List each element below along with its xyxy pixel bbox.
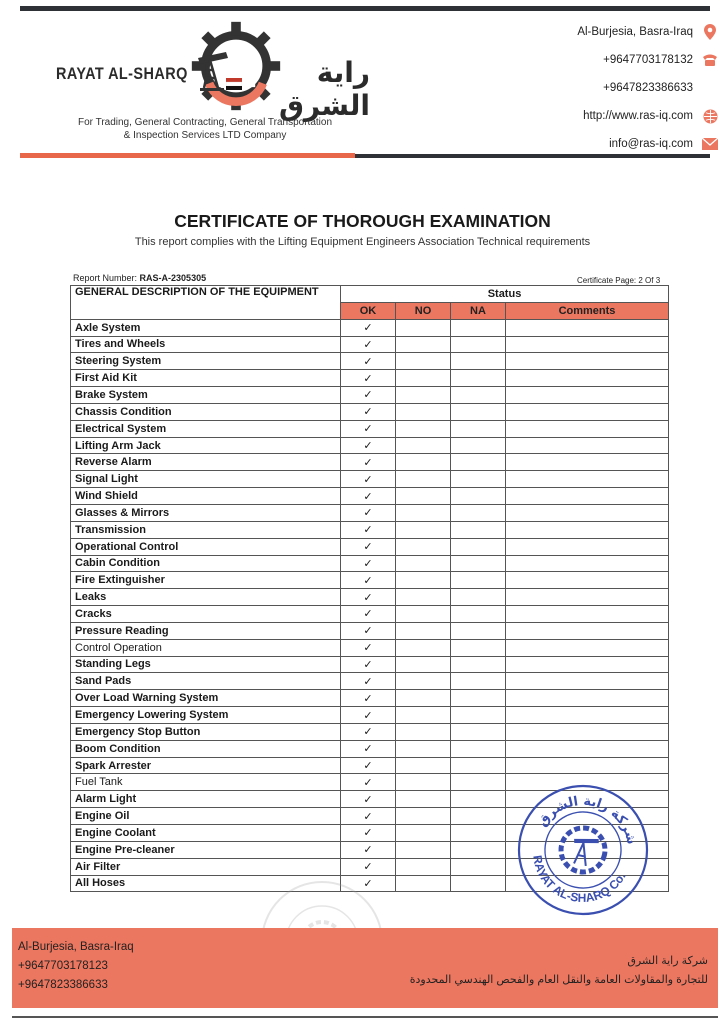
no-cell xyxy=(396,757,451,774)
comments-cell xyxy=(506,740,669,757)
footer-contact xyxy=(18,938,134,995)
comments-cell xyxy=(506,336,669,353)
subtitle-line: For Trading, General Contracting, General Transportation xyxy=(77,117,333,128)
phone-icon xyxy=(701,51,719,69)
ok-check-cell: ✓ xyxy=(341,622,396,639)
equipment-item: Pressure Reading xyxy=(71,622,341,639)
brand-name-en: RAYAT AL-SHARQ xyxy=(56,64,188,83)
contact-phone-2: +9647823386633 xyxy=(603,82,693,94)
comments-cell xyxy=(506,504,669,521)
equipment-item: Alarm Light xyxy=(71,791,341,808)
ok-check-cell: ✓ xyxy=(341,757,396,774)
comments-cell xyxy=(506,757,669,774)
table-row xyxy=(71,521,669,538)
na-cell xyxy=(451,656,506,673)
table-row xyxy=(71,622,669,639)
ok-check-cell: ✓ xyxy=(341,841,396,858)
equipment-item: Chassis Condition xyxy=(71,403,341,420)
equipment-item: Tires and Wheels xyxy=(71,336,341,353)
comments-cell xyxy=(506,538,669,555)
report-number-value: RAS-A-2305305 xyxy=(139,273,207,283)
no-cell xyxy=(396,437,451,454)
equipment-item: Signal Light xyxy=(71,471,341,488)
comments-cell xyxy=(506,387,669,404)
status-header: Status xyxy=(341,286,669,303)
na-cell xyxy=(451,370,506,387)
report-number-label: Report Number: xyxy=(73,273,138,283)
ok-check-cell: ✓ xyxy=(341,875,396,892)
equipment-item: Sand Pads xyxy=(71,673,341,690)
no-cell xyxy=(396,403,451,420)
header-divider-dark xyxy=(355,154,710,158)
no-cell xyxy=(396,808,451,825)
ok-check-cell: ✓ xyxy=(341,353,396,370)
no-cell xyxy=(396,740,451,757)
na-cell xyxy=(451,454,506,471)
ok-check-cell: ✓ xyxy=(341,639,396,656)
no-cell xyxy=(396,589,451,606)
svg-text:شركة راية الشرق: شركة راية الشرق xyxy=(535,793,639,846)
report-number xyxy=(73,273,206,283)
equipment-item: Electrical System xyxy=(71,420,341,437)
comments-cell xyxy=(506,622,669,639)
table-row xyxy=(71,403,669,420)
contact-address: Al-Burjesia, Basra-Iraq xyxy=(577,18,719,46)
comments-cell xyxy=(506,555,669,572)
ok-check-cell: ✓ xyxy=(341,504,396,521)
table-row xyxy=(71,437,669,454)
ok-check-cell: ✓ xyxy=(341,606,396,623)
compliance-statement: This report complies with the Lifting Equipment Engineers Association Technical requirements xyxy=(134,236,591,248)
ok-check-cell: ✓ xyxy=(341,387,396,404)
na-cell xyxy=(451,622,506,639)
table-row xyxy=(71,690,669,707)
ok-check-cell: ✓ xyxy=(341,707,396,724)
globe-icon xyxy=(701,107,719,125)
no-cell xyxy=(396,420,451,437)
no-cell xyxy=(396,521,451,538)
no-cell xyxy=(396,858,451,875)
comments-cell xyxy=(506,437,669,454)
ok-check-cell: ✓ xyxy=(341,740,396,757)
table-row xyxy=(71,488,669,505)
ok-check-cell: ✓ xyxy=(341,420,396,437)
table-row xyxy=(71,471,669,488)
table-row xyxy=(71,504,669,521)
table-row xyxy=(71,740,669,757)
no-cell xyxy=(396,841,451,858)
ok-check-cell: ✓ xyxy=(341,521,396,538)
na-cell xyxy=(451,791,506,808)
mail-icon xyxy=(701,135,719,153)
na-cell xyxy=(451,825,506,842)
ok-check-cell: ✓ xyxy=(341,808,396,825)
table-row xyxy=(71,370,669,387)
na-cell xyxy=(451,808,506,825)
no-cell xyxy=(396,774,451,791)
equipment-item: Standing Legs xyxy=(71,656,341,673)
no-cell xyxy=(396,488,451,505)
equipment-item: Operational Control xyxy=(71,538,341,555)
ok-check-cell: ✓ xyxy=(341,538,396,555)
footer-address: Al-Burjesia, Basra-Iraq xyxy=(18,941,134,953)
equipment-item: All Hoses xyxy=(71,875,341,892)
table-row xyxy=(71,538,669,555)
equipment-item: Engine Pre-cleaner xyxy=(71,841,341,858)
comments-cell xyxy=(506,606,669,623)
equipment-item: Engine Coolant xyxy=(71,825,341,842)
no-cell xyxy=(396,690,451,707)
column-ok: OK xyxy=(341,302,396,319)
equipment-item: Emergency Lowering System xyxy=(71,707,341,724)
column-na: NA xyxy=(451,302,506,319)
na-cell xyxy=(451,774,506,791)
na-cell xyxy=(451,690,506,707)
table-row xyxy=(71,420,669,437)
comments-cell xyxy=(506,572,669,589)
no-cell xyxy=(396,454,451,471)
no-cell xyxy=(396,336,451,353)
ok-check-cell: ✓ xyxy=(341,723,396,740)
brand-name-ar: راية الشرق xyxy=(278,57,370,121)
table-row xyxy=(71,387,669,404)
no-cell xyxy=(396,555,451,572)
comments-cell xyxy=(506,673,669,690)
equipment-item: Control Operation xyxy=(71,639,341,656)
no-cell xyxy=(396,791,451,808)
equipment-item: Wind Shield xyxy=(71,488,341,505)
contact-phone-1: +9647703178132 xyxy=(577,46,719,74)
company-stamp xyxy=(516,783,650,917)
equipment-item: Fire Extinguisher xyxy=(71,572,341,589)
company-logo xyxy=(40,18,370,148)
location-icon xyxy=(701,23,719,41)
certificate-title: CERTIFICATE OF THOROUGH EXAMINATION xyxy=(174,211,551,231)
no-cell xyxy=(396,825,451,842)
na-cell xyxy=(451,707,506,724)
na-cell xyxy=(451,420,506,437)
contact-email[interactable]: info@ras-iq.com xyxy=(577,130,719,158)
comments-cell xyxy=(506,319,669,336)
table-row xyxy=(71,656,669,673)
subtitle-line: & Inspection Services LTD Company xyxy=(123,130,287,141)
equipment-item: First Aid Kit xyxy=(71,370,341,387)
na-cell xyxy=(451,437,506,454)
table-row xyxy=(71,639,669,656)
equipment-item: Steering System xyxy=(71,353,341,370)
footer-ar-line-1: شركة راية الشرق xyxy=(627,955,708,967)
comments-cell xyxy=(506,403,669,420)
na-cell xyxy=(451,572,506,589)
no-cell xyxy=(396,471,451,488)
table-row xyxy=(71,572,669,589)
na-cell xyxy=(451,589,506,606)
table-row xyxy=(71,606,669,623)
na-cell xyxy=(451,403,506,420)
footer-phone-1: +9647703178123 xyxy=(18,960,108,972)
na-cell xyxy=(451,353,506,370)
company-subtitle xyxy=(40,116,370,142)
no-cell xyxy=(396,875,451,892)
no-cell xyxy=(396,504,451,521)
no-cell xyxy=(396,370,451,387)
comments-cell xyxy=(506,521,669,538)
equipment-item: Glasses & Mirrors xyxy=(71,504,341,521)
certificate-page: Certificate Page: 2 Of 3 xyxy=(577,276,661,285)
na-cell xyxy=(451,606,506,623)
comments-cell xyxy=(506,656,669,673)
no-cell xyxy=(396,622,451,639)
comments-cell xyxy=(506,370,669,387)
no-cell xyxy=(396,656,451,673)
table-row xyxy=(71,454,669,471)
footer-arabic-name xyxy=(410,952,708,990)
comments-cell xyxy=(506,353,669,370)
comments-cell xyxy=(506,589,669,606)
na-cell xyxy=(451,723,506,740)
table-header-row xyxy=(71,286,669,303)
table-row xyxy=(71,353,669,370)
equipment-item: Emergency Stop Button xyxy=(71,723,341,740)
footer-bar xyxy=(12,928,718,1008)
footer-phone-2: +9647823386633 xyxy=(18,979,108,991)
table-row xyxy=(71,723,669,740)
no-cell xyxy=(396,723,451,740)
equipment-item: Over Load Warning System xyxy=(71,690,341,707)
na-cell xyxy=(451,740,506,757)
ok-check-cell: ✓ xyxy=(341,370,396,387)
header-divider-accent xyxy=(20,153,355,158)
equipment-item: Fuel Tank xyxy=(71,774,341,791)
no-cell xyxy=(396,387,451,404)
na-cell xyxy=(451,673,506,690)
equipment-item: Reverse Alarm xyxy=(71,454,341,471)
na-cell xyxy=(451,336,506,353)
na-cell xyxy=(451,841,506,858)
na-cell xyxy=(451,875,506,892)
comments-cell xyxy=(506,723,669,740)
ok-check-cell: ✓ xyxy=(341,319,396,336)
table-row xyxy=(71,319,669,336)
table-row xyxy=(71,673,669,690)
equipment-item: Engine Oil xyxy=(71,808,341,825)
equipment-item: Cabin Condition xyxy=(71,555,341,572)
comments-cell xyxy=(506,639,669,656)
ok-check-cell: ✓ xyxy=(341,336,396,353)
ok-check-cell: ✓ xyxy=(341,454,396,471)
equipment-item: Lifting Arm Jack xyxy=(71,437,341,454)
equipment-item: Axle System xyxy=(71,319,341,336)
column-comments: Comments xyxy=(506,302,669,319)
comments-cell xyxy=(506,471,669,488)
equipment-item: Air Filter xyxy=(71,858,341,875)
ok-check-cell: ✓ xyxy=(341,589,396,606)
na-cell xyxy=(451,757,506,774)
comments-cell xyxy=(506,488,669,505)
equipment-item: Boom Condition xyxy=(71,740,341,757)
ok-check-cell: ✓ xyxy=(341,656,396,673)
no-cell xyxy=(396,572,451,589)
equipment-item: Leaks xyxy=(71,589,341,606)
ok-check-cell: ✓ xyxy=(341,572,396,589)
svg-text:RAYAT AL-SHARQ Co.: RAYAT AL-SHARQ Co. xyxy=(530,854,629,905)
footer-ar-line-2: للتجارة والمقاولات العامة والنقل العام والفحص الهندسي المحدودة xyxy=(409,974,708,986)
comments-cell xyxy=(506,420,669,437)
na-cell xyxy=(451,387,506,404)
ok-check-cell: ✓ xyxy=(341,690,396,707)
ok-check-cell: ✓ xyxy=(341,791,396,808)
contact-list xyxy=(577,18,719,158)
na-cell xyxy=(451,488,506,505)
no-cell xyxy=(396,353,451,370)
na-cell xyxy=(451,639,506,656)
ok-check-cell: ✓ xyxy=(341,774,396,791)
na-cell xyxy=(451,538,506,555)
ok-check-cell: ✓ xyxy=(341,403,396,420)
na-cell xyxy=(451,319,506,336)
no-cell xyxy=(396,673,451,690)
na-cell xyxy=(451,555,506,572)
equipment-item: Cracks xyxy=(71,606,341,623)
table-row xyxy=(71,555,669,572)
table-row xyxy=(71,757,669,774)
no-cell xyxy=(396,538,451,555)
table-row xyxy=(71,707,669,724)
column-no: NO xyxy=(396,302,451,319)
equipment-item: Transmission xyxy=(71,521,341,538)
table-row xyxy=(71,336,669,353)
na-cell xyxy=(451,471,506,488)
na-cell xyxy=(451,504,506,521)
ok-check-cell: ✓ xyxy=(341,858,396,875)
comments-cell xyxy=(506,454,669,471)
table-row xyxy=(71,589,669,606)
header-top-bar xyxy=(20,6,710,11)
no-cell xyxy=(396,639,451,656)
no-cell xyxy=(396,606,451,623)
ok-check-cell: ✓ xyxy=(341,555,396,572)
equipment-description-header: GENERAL DESCRIPTION OF THE EQUIPMENT xyxy=(71,286,341,320)
no-cell xyxy=(396,707,451,724)
equipment-item: Spark Arrester xyxy=(71,757,341,774)
footer-bottom-line xyxy=(12,1016,718,1018)
contact-website[interactable]: http://www.ras-iq.com xyxy=(577,102,719,130)
na-cell xyxy=(451,521,506,538)
ok-check-cell: ✓ xyxy=(341,488,396,505)
na-cell xyxy=(451,858,506,875)
ok-check-cell: ✓ xyxy=(341,673,396,690)
comments-cell xyxy=(506,690,669,707)
equipment-item: Brake System xyxy=(71,387,341,404)
ok-check-cell: ✓ xyxy=(341,825,396,842)
no-cell xyxy=(396,319,451,336)
ok-check-cell: ✓ xyxy=(341,437,396,454)
comments-cell xyxy=(506,707,669,724)
ok-check-cell: ✓ xyxy=(341,471,396,488)
